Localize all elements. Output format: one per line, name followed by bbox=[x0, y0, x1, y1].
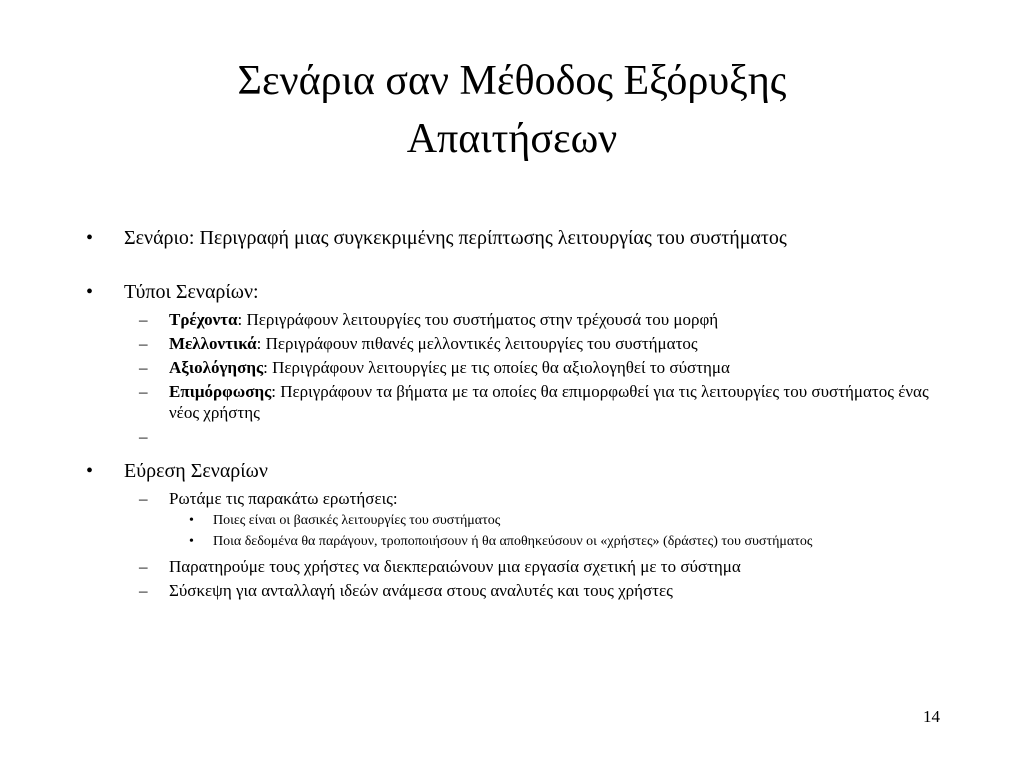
bullet-icon: • bbox=[189, 534, 194, 549]
bullet-item-scenario-types bbox=[86, 280, 946, 304]
slide-body bbox=[86, 226, 946, 601]
sub-item-text: Ρωτάμε τις παρακάτω ερωτήσεις: bbox=[169, 489, 398, 508]
sub-item-description: : Περιγράφουν λειτουργίες με τις οποίες θα αξιολογηθεί το σύστημα bbox=[263, 358, 730, 377]
dash-icon: – bbox=[139, 358, 148, 377]
bullet-text: Τύποι Σεναρίων: bbox=[124, 281, 259, 303]
sub-item-text: Παρατηρούμε τους χρήστες να διεκπεραιώνουν μια εργασία σχετική με το σύστημα bbox=[169, 557, 741, 576]
question-text: Ποια δεδομένα θα παράγουν, τροποποιήσουν ή θα αποθηκεύσουν οι «χρήστες» (δράστες) του συστήματος bbox=[213, 534, 813, 549]
sub-item-term: Επιμόρφωσης bbox=[169, 382, 272, 401]
dash-icon: – bbox=[139, 334, 148, 353]
sub-item-description: : Περιγράφουν τα βήματα με τα οποίες θα επιμορφωθεί για τις λειτουργίες του συστήματος ένας νέος χρήστης bbox=[169, 382, 929, 422]
sub-item-term: Τρέχοντα bbox=[169, 310, 238, 329]
question-item bbox=[189, 533, 946, 551]
bullet-icon: • bbox=[189, 513, 194, 528]
bullet-text: Σενάριο: Περιγραφή μιας συγκεκριμένης περίπτωσης λειτουργίας του συστήματος bbox=[124, 227, 787, 249]
slide-title-line-1: Σενάρια σαν Μέθοδος Εξόρυξης bbox=[237, 58, 787, 104]
sub-item-evaluation bbox=[139, 357, 946, 378]
sub-item-term: Αξιολόγησης bbox=[169, 358, 264, 377]
dash-icon: – bbox=[139, 557, 148, 576]
sub-item-term: Μελλοντικά bbox=[169, 334, 257, 353]
sub-item-current bbox=[139, 309, 946, 330]
question-item bbox=[189, 512, 946, 530]
page-number: 14 bbox=[923, 707, 940, 726]
sub-item-observe-users bbox=[139, 556, 946, 577]
bullet-icon: • bbox=[86, 227, 94, 249]
sub-item-training bbox=[139, 381, 946, 423]
question-text: Ποιες είναι οι βασικές λειτουργίες του συστήματος bbox=[213, 513, 501, 528]
sub-item-description: : Περιγράφουν λειτουργίες του συστήματος στην τρέχουσά του μορφή bbox=[237, 310, 719, 329]
slide-title-line-2: Απαιτήσεων bbox=[406, 116, 618, 162]
bullet-item-scenario-definition bbox=[86, 226, 946, 250]
dash-icon: – bbox=[139, 581, 148, 600]
dash-icon: – bbox=[139, 489, 148, 508]
sub-item-empty bbox=[139, 426, 946, 447]
slide-title bbox=[120, 52, 904, 168]
bullet-icon: • bbox=[86, 460, 94, 482]
sub-item-future bbox=[139, 333, 946, 354]
bullet-icon: • bbox=[86, 281, 94, 303]
sub-item-brainstorming bbox=[139, 580, 946, 601]
dash-icon: – bbox=[139, 427, 148, 446]
bullet-text: Εύρεση Σεναρίων bbox=[124, 460, 268, 482]
dash-icon: – bbox=[139, 310, 148, 329]
sub-item-text: Σύσκεψη για ανταλλαγή ιδεών ανάμεσα στους αναλυτές και τους χρήστες bbox=[169, 581, 673, 600]
sub-item-description: : Περιγράφουν πιθανές μελλοντικές λειτουργίες του συστήματος bbox=[256, 334, 698, 353]
bullet-item-finding-scenarios bbox=[86, 459, 946, 483]
sub-item-ask-questions bbox=[139, 488, 946, 509]
dash-icon: – bbox=[139, 382, 148, 401]
